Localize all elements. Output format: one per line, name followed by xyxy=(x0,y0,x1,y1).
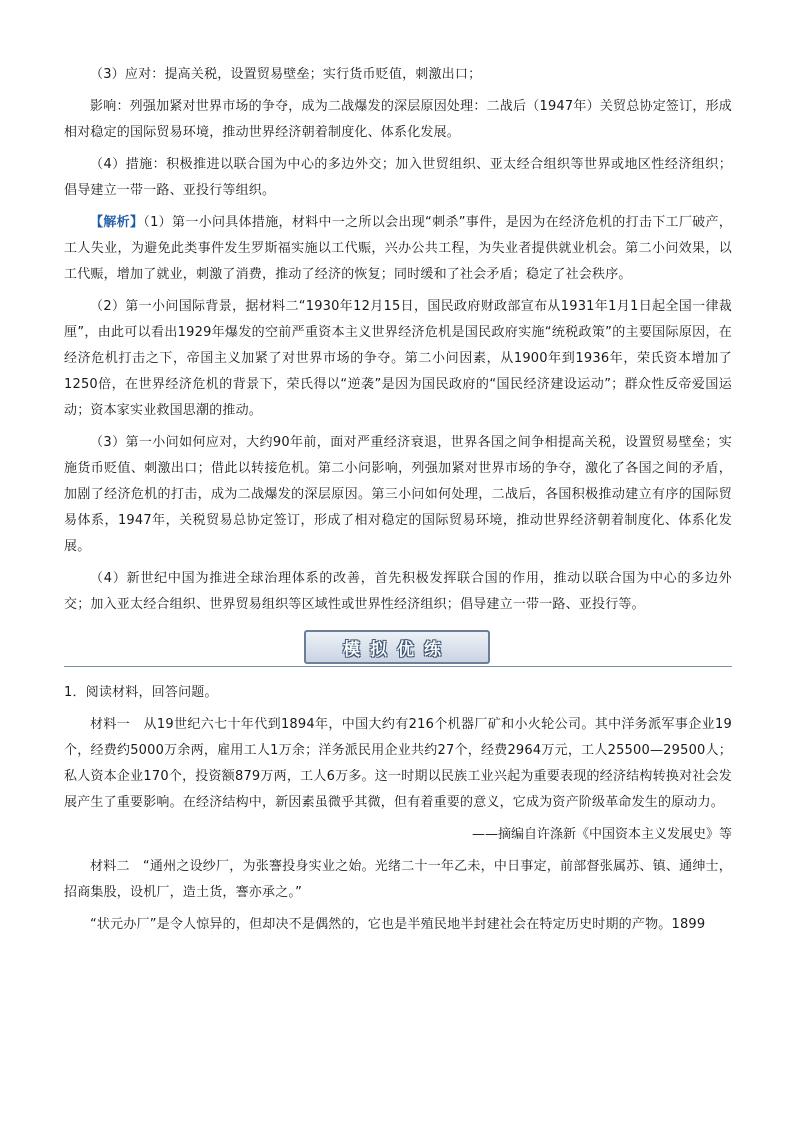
material-1: 材料一 从19世纪六七十年代到1894年，中国大约有216个机器厂矿和小火轮公司。其中洋务派军事企业19个，经费约5000万余两，雇用工人1万余；洋务派民用企业共约27个，经费2964万元，工人25500—29500人；私人资本企业170个，投资额879万两，工人6万多。这一时期以民族工业兴起为重要表现的经济结构转换对社会发展产生了重要影响。在经济结构中，新因素虽微乎其微，但有着重要的意义，它成为资产阶级革命发生的原动力。 xyxy=(64,717,732,810)
analysis-paragraph-4: （4）新世纪中国为推进全球治理体系的改善，首先积极发挥联合国的作用，推动以联合国为中心的多边外交；加入亚太经合组织、世界贸易组织等区域性或世界性经济组织；倡导建立一带一路、亚投行等。 xyxy=(64,571,732,612)
analysis-p1-text: （1）第一小问具体措施，材料中一之所以会出现“刺杀”事件，是因为在经济危机的打击下工厂破产，工人失业，为避免此类事件发生罗斯福实施以工代赈，兴办公共工程，为失业者提供就业机会。第二小问效果，以工代赈，增加了就业，刺激了消费，推动了经济的恢复；同时缓和了社会矛盾；稳定了社会秩序。 xyxy=(64,215,732,282)
answer-4: （4）措施：积极推进以联合国为中心的多边外交；加入世贸组织、亚太经合组织等世界或地区性经济组织；倡导建立一带一路、亚投行等组织。 xyxy=(64,157,732,198)
banner-divider xyxy=(64,666,732,667)
section-banner xyxy=(64,628,732,672)
document-content xyxy=(64,62,732,944)
banner-title: 模拟优练 xyxy=(343,639,451,660)
material-1-source: ——摘编自许涤新《中国资本主义发展史》等 xyxy=(471,827,732,842)
material-2-continued: “状元办厂”是令人惊异的，但却决不是偶然的，它也是半殖民地半封建社会在特定历史时期的产物。1899 xyxy=(90,917,706,932)
answer-3-impact: 影响：列强加紧对世界市场的争夺，成为二战爆发的深层原因处理：二战后（1947年）关贸总协定签订，形成相对稳定的国际贸易环境，推动世界经济朝着制度化、体系化发展。 xyxy=(64,99,732,140)
question-1-stem: 1．阅读材料，回答问题。 xyxy=(64,685,218,700)
analysis-paragraph-1 xyxy=(64,210,732,288)
material-2: 材料二 “通州之设纱厂，为张謇投身实业之始。光绪二十一年乙未，中日事定，前部督张属苏、镇、通绅士，招商集股，设机厂，造土货，謇亦承之。” xyxy=(64,859,732,900)
analysis-tag: 【解析】 xyxy=(90,215,144,230)
banner-box xyxy=(304,630,490,664)
analysis-paragraph-2: （2）第一小问国际背景，据材料二“1930年12月15日，国民政府财政部宣布从1931年1月1日起全国一律裁厘”，由此可以看出1929年爆发的空前严重资本主义世界经济危机是国民政府实施“统税政策”的主要国际原因，在经济危机打击之下，帝国主义加紧了对世界市场的争夺。第二小问因素，从1900年到1936年，荣氏资本增加了1250倍，在世界经济危机的背景下，荣氏得以“逆袭”是因为国民政府的“国民经济建设运动”；群众性反帝爱国运动；资本家实业救国思潮的推动。 xyxy=(64,299,732,418)
answer-3-response: （3）应对：提高关税，设置贸易壁垒；实行货币贬值，刺激出口； xyxy=(90,67,482,82)
analysis-paragraph-3: （3）第一小问如何应对，大约90年前，面对严重经济衰退，世界各国之间争相提高关税，设置贸易壁垒；实施货币贬值、刺激出口；借此以转接危机。第二小问影响，列强加紧对世界市场的争夺，激化了各国之间的矛盾，加剧了经济危机的打击，成为二战爆发的深层原因。第三小问如何处理，二战后，各国积极推动建立有序的国际贸易体系，1947年，关税贸易总协定签订，形成了相对稳定的国际贸易环境，推动世界经济朝着制度化、体系化发展。 xyxy=(64,435,732,554)
